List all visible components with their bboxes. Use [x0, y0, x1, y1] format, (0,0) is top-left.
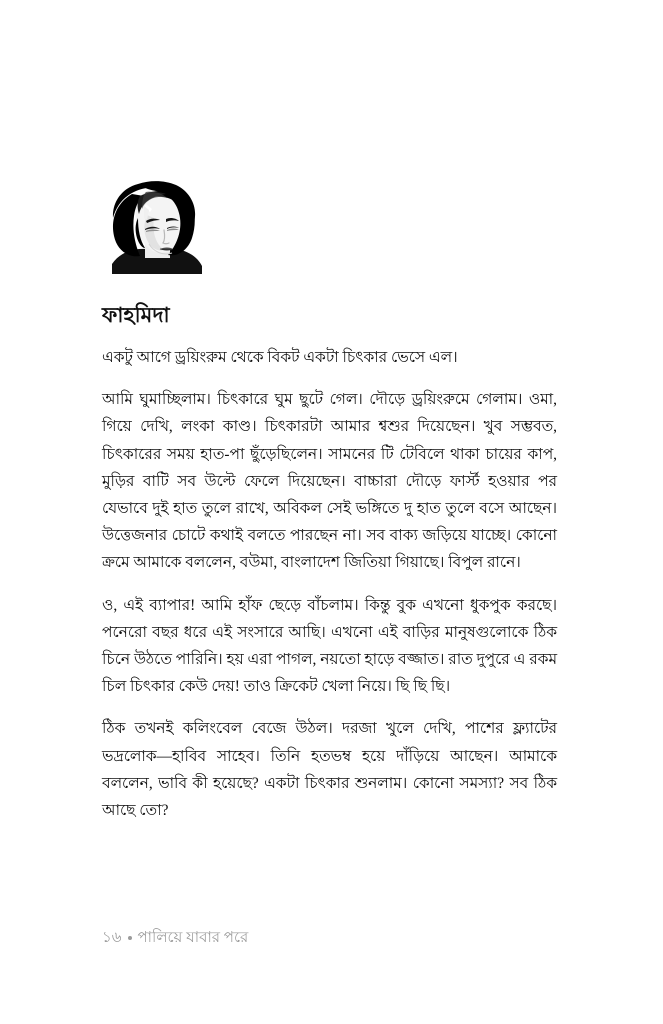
page-content-column [102, 0, 557, 1024]
chapter-title: ফাহমিদা [102, 304, 170, 328]
book-title: পালিয়ে যাবার পরে [137, 930, 249, 946]
paragraph-4: ঠিক তখনই কলিংবেল বেজে উঠল। দরজা খুলে দেখি, পাশের ফ্ল্যাটের ভদ্রলোক—হাবিব সাহেব। তিনি হতভম্ব হয়ে দাঁড়িয়ে আছেন। আমাকে বললেন, ভাবি কী হয়েছে? একটা চিৎকার শুনলাম। কোনো সমস্যা? সব ঠিক আছে তো? [102, 720, 557, 820]
woman-face-illustration [102, 178, 210, 274]
page-footer [102, 928, 248, 948]
paragraph-3: ও, এই ব্যাপার! আমি হাঁফ ছেড়ে বাঁচলাম। কিন্তু বুক এখনো ধুকপুক করছে। পনেরো বছর ধরে এই সংসারে আছি। এখনো এই বাড়ির মানুষগুলোকে ঠিক চিনে উঠতে পারিনি। হয় এরা পাগল, নয়তো হাড়ে বজ্জাত। রাত দুপুরে এ রকম চিল চিৎকার কেউ দেয়! তাও ক্রিকেট খেলা নিয়ে। ছি ছি ছি। [102, 596, 557, 696]
page-number: ১৬ [102, 930, 122, 946]
paragraph-1: একটু আগে ড্রয়িংরুম থেকে বিকট একটা চিৎকার ভেসে এল। [102, 349, 458, 366]
paragraph-2: আমি ঘুমাচ্ছিলাম। চিৎকারে ঘুম ছুটে গেল। দৌড়ে ড্রয়িংরুমে গেলাম। ওমা, গিয়ে দেখি, লংকা কাণ্ড। চিৎকারটা আমার শ্বশুর দিয়েছেন। খুব সম্ভবত, চিৎকারের সময় হাত-পা ছুঁড়েছিলেন। সামনের টি টেবিলে থাকা চায়ের কাপ, মুড়ির বাটি সব উল্টে ফেলে দিয়েছেন। বাচ্চারা দৌড়ে ফার্স্ট হওয়ার পর যেভাবে দুই হাত তুলে রাখে, অবিকল সেই ভঙ্গিতে দু হাত তুলে বসে আছেন। উত্তেজনার চোটে কথাই বলতে পারছেন না। সব বাক্য জড়িয়ে যাচ্ছে। কোনো ক্রমে আমাকে বললেন, বউমা, বাংলাদেশ জিতিয়া গিয়াছে। বিপুল রানে। [102, 391, 557, 572]
bullet-separator-icon [128, 936, 132, 940]
chapter-body [102, 344, 557, 824]
